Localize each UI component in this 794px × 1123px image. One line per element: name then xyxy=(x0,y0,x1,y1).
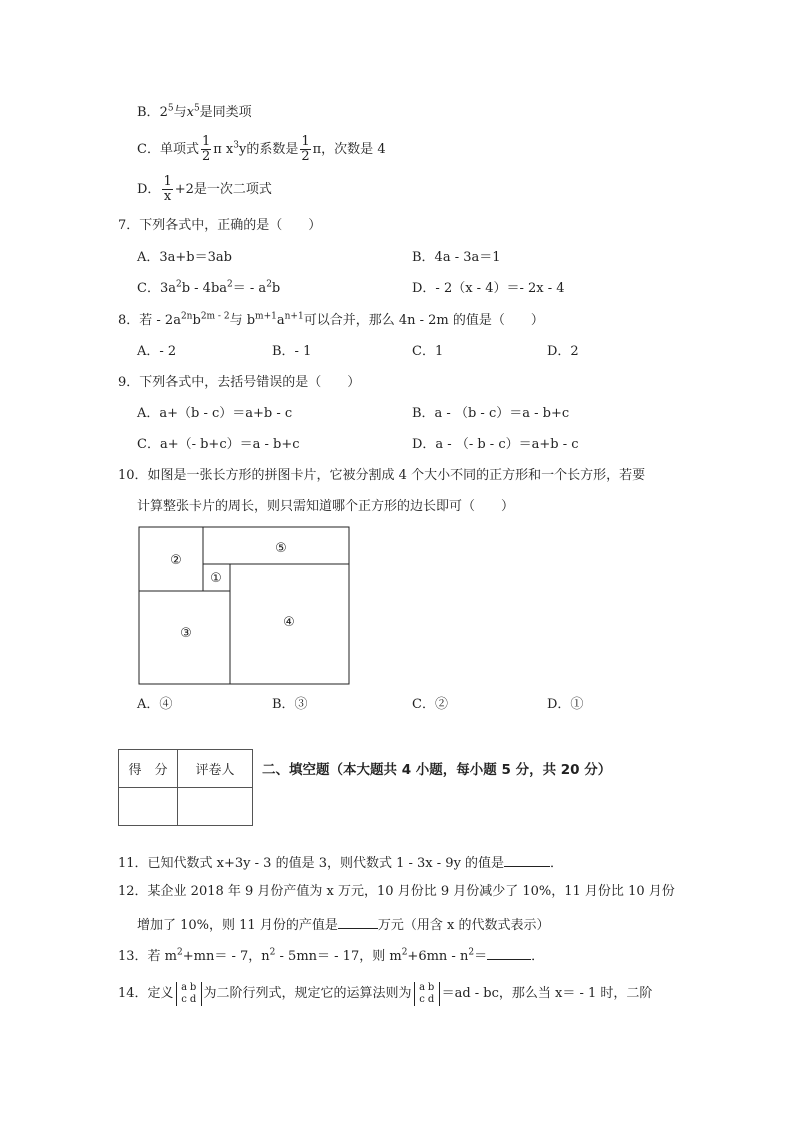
q6-option-b: B．$2^5$与$x^5$是同类项 xyxy=(137,103,252,120)
q10-option-b: B．③ xyxy=(272,697,308,712)
q9-option-c: C．a+（- b+c）＝a - b+c xyxy=(137,437,300,452)
label-1: ① xyxy=(210,571,222,586)
q10-stem-line2: 计算整张卡片的周长，则只需知道哪个正方形的边长即可（ ） xyxy=(137,499,515,514)
label-4: ④ xyxy=(283,615,295,630)
label-5: ⑤ xyxy=(275,541,287,556)
score-label: 得 分 xyxy=(119,750,178,788)
section-title: 二、填空题（本大题共 4 小题，每小题 5 分，共 20 分） xyxy=(262,762,612,778)
determinant: a b c d xyxy=(414,982,440,1006)
q8-stem: 8．若 - $2a^{2n}b^{2m - 2}$与 $b^{m+1}a^{n+1}$可以合并，那么 4n - 2m 的值是（ ） xyxy=(118,311,544,328)
q9-stem: 9．下列各式中，去括号错误的是（ ） xyxy=(118,375,361,390)
grader-cell xyxy=(178,788,253,826)
q6-option-c: C．单项式 $\frac{1}{2}$ π $x^3y$的系数是 $\frac{1}{2}$ π，次数是 4 xyxy=(137,134,386,164)
q8-option-d: D．2 xyxy=(547,344,579,359)
label-3: ③ xyxy=(180,626,192,641)
q10-option-a: A．④ xyxy=(137,697,173,712)
q11: 11．已知代数式 x+3y - 3 的值是 3，则代数式 1 - 3x - 9y 的值是 ． xyxy=(118,852,563,873)
q10-option-d: D．① xyxy=(547,697,584,712)
q9-option-a: A．a+（b - c）＝a+b - c xyxy=(137,406,293,421)
q10-stem-line1: 10．如图是一张长方形的拼图卡片，它被分割成 4 个大小不同的正方形和一个长方形，若要 xyxy=(118,468,646,483)
answer-blank xyxy=(487,945,531,960)
determinant: a b c d xyxy=(176,982,202,1006)
score-box xyxy=(118,749,253,826)
q6-option-d: D． $\frac{1}{x}$ +2是一次二项式 xyxy=(137,174,272,204)
q13: 13．若 $m^2+mn= - 7$，$n^2 - 5mn= - 17$，则 $m^2+6mn - n^2=$ ． xyxy=(118,945,544,966)
q7-option-d: D．- 2（x - 4）＝- 2x - 4 xyxy=(412,281,565,296)
card-outline xyxy=(139,527,349,684)
grader-label: 评卷人 xyxy=(178,750,253,788)
score-cell xyxy=(119,788,178,826)
label-2: ② xyxy=(170,553,182,568)
q9-option-b: B．a - （b - c）＝a - b+c xyxy=(412,406,570,421)
q12-line1: 12．某企业 2018 年 9 月份产值为 x 万元，10 月份比 9 月份减少了 10%，11 月份比 10 月份 xyxy=(118,884,675,899)
q9-option-d: D．a - （- b - c）＝a+b - c xyxy=(412,437,579,452)
q8-option-c: C．1 xyxy=(412,344,444,359)
answer-blank xyxy=(338,914,378,929)
fraction: $\frac{1}{2}$ xyxy=(301,134,310,164)
fraction: $\frac{1}{2}$ xyxy=(201,134,211,164)
fraction: $\frac{1}{x}$ xyxy=(163,174,172,204)
answer-blank xyxy=(504,852,550,867)
q10-option-c: C．② xyxy=(412,697,448,712)
q7-option-a: A．3a+b＝3ab xyxy=(137,250,232,265)
q7-stem: 7．下列各式中，正确的是（ ） xyxy=(118,218,322,233)
q14: 14．定义 a b c d 为二阶行列式，规定它的运算法则为 a b c d ＝ad - bc，那么当 x＝ - 1 时，二阶 xyxy=(118,981,653,1005)
q7-option-c: C．$3a^2b - 4ba^2= - a^2b$ xyxy=(137,279,281,296)
q8-option-a: A．- 2 xyxy=(137,344,177,359)
q12-line2: 增加了 10%，则 11 月份的产值是 万元（用含 x 的代数式表示） xyxy=(137,914,549,935)
q7-option-b: B．4a - 3a＝1 xyxy=(412,250,501,265)
q8-option-b: B．- 1 xyxy=(272,344,312,359)
